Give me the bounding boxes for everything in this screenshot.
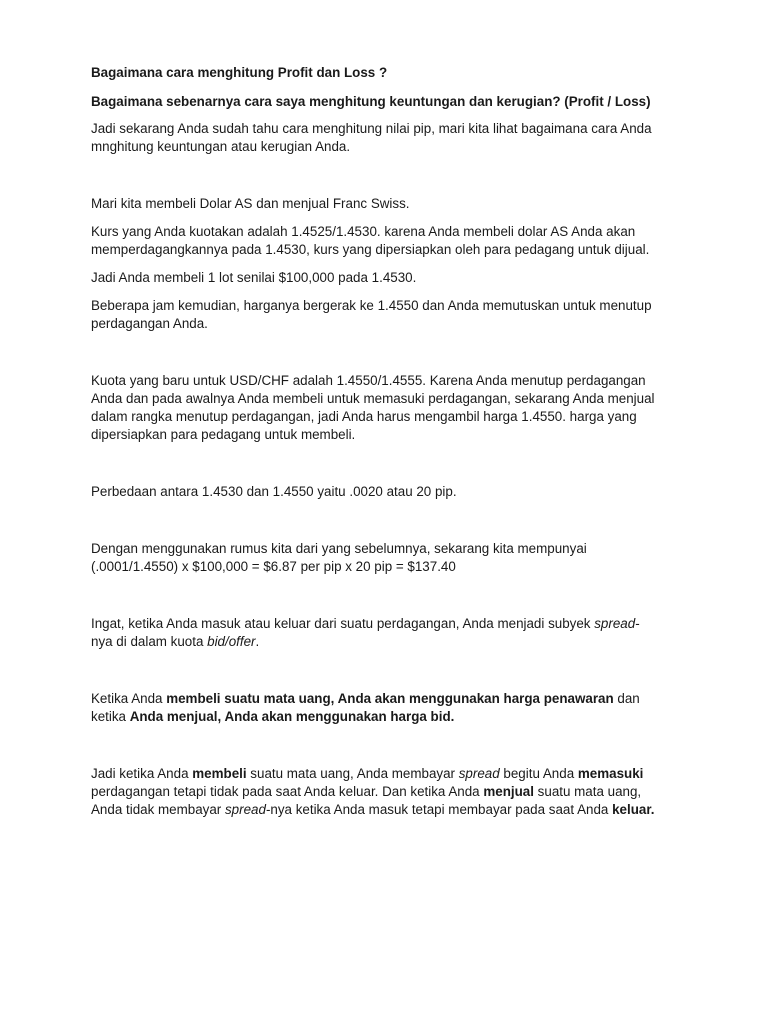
text-line: Perbedaan antara 1.4530 dan 1.4550 yaitu .0020 atau 20 pip. (91, 484, 457, 499)
text-line: Mari kita membeli Dolar AS dan menjual Franc Swiss. (91, 196, 410, 211)
document-body (91, 64, 691, 819)
text-line: Jadi Anda membeli 1 lot senilai $100,000 pada 1.4530. (91, 270, 417, 285)
text-run: Anda tidak membayar (91, 802, 225, 817)
text-line: Kurs yang Anda kuotakan adalah 1.4525/1.4530. karena Anda membeli dolar AS Anda akan (91, 224, 636, 239)
text-run: Ketika Anda (91, 691, 167, 706)
text-run: Ingat, ketika Anda masuk atau keluar dari suatu perdagangan, Anda menjadi subyek (91, 616, 595, 631)
text-line (91, 708, 691, 726)
text-line: Kuota yang baru untuk USD/CHF adalah 1.4550/1.4555. Karena Anda menutup perdagangan (91, 373, 646, 388)
paragraph-spread-note (91, 615, 691, 651)
text-line (91, 765, 691, 783)
italic-spread: spread (224, 802, 266, 817)
text-line: memperdagangkannya pada 1.4530, kurs yang dipersiapkan oleh para pedagang untuk dijual. (91, 242, 650, 257)
text-run: ketika (91, 709, 130, 724)
text-line: (.0001/1.4550) x $100,000 = $6.87 per pip x 20 pip = $137.40 (91, 559, 456, 574)
text-line: dipersiapkan para pedagang untuk membeli. (91, 427, 356, 442)
paragraph-bid-offer-rule (91, 690, 691, 726)
paragraph-intro (91, 120, 691, 156)
text-line: Anda dan pada awalnya Anda membeli untuk memasuki perdagangan, sekarang Anda menjual (91, 391, 655, 406)
text-line: perdagangan Anda. (91, 316, 208, 331)
paragraph-lot (91, 269, 691, 287)
text-run: nya di dalam kuota (91, 634, 208, 649)
italic-bid-offer: bid/offer (207, 634, 256, 649)
text-run: suatu mata uang, Anda membayar (246, 766, 459, 781)
bold-run: menjual (483, 784, 534, 799)
text-run: Jadi ketika Anda (91, 766, 193, 781)
italic-spread: spread (458, 766, 500, 781)
paragraph-new-quote (91, 372, 691, 444)
text-line: Dengan menggunakan rumus kita dari yang sebelumnya, sekarang kita mempunyai (91, 541, 587, 556)
text-line (91, 633, 691, 651)
text-line (91, 801, 691, 819)
text-run: suatu mata uang, (533, 784, 642, 799)
bold-run: membeli (192, 766, 247, 781)
text-line: Jadi sekarang Anda sudah tahu cara menghitung nilai pip, mari kita lihat bagaimana cara Anda (91, 121, 652, 136)
text-line: Beberapa jam kemudian, harganya bergerak ke 1.4550 dan Anda memutuskan untuk menutup (91, 298, 652, 313)
bold-run: keluar. (612, 802, 655, 817)
text-line: dalam rangka menutup perdagangan, jadi Anda harus mengambil harga 1.4550. harga yang (91, 409, 637, 424)
text-line (91, 783, 691, 801)
text-run: begitu Anda (499, 766, 578, 781)
text-run: -nya ketika Anda masuk tetapi membayar pada saat Anda (265, 802, 613, 817)
bold-run: membeli suatu mata uang, Anda akan menggunakan harga penawaran (166, 691, 614, 706)
document-subtitle: Bagaimana sebenarnya cara saya menghitung keuntungan dan kerugian? (Profit / Loss) (91, 94, 651, 109)
paragraph-price-move (91, 297, 691, 333)
paragraph-difference (91, 483, 691, 501)
text-line (91, 615, 691, 633)
text-run: dan (613, 691, 640, 706)
paragraph-spread-summary (91, 765, 691, 819)
text-run: . (255, 634, 260, 649)
bold-run: Anda menjual, Anda akan menggunakan harga bid. (129, 709, 455, 724)
paragraph-quote (91, 223, 691, 259)
text-run: perdagangan tetapi tidak pada saat Anda keluar. Dan ketika Anda (91, 784, 484, 799)
text-run: - (635, 616, 640, 631)
document-title: Bagaimana cara menghitung Profit dan Loss ? (91, 65, 388, 80)
bold-run: memasuki (577, 766, 644, 781)
paragraph-formula (91, 540, 691, 576)
text-line: mnghitung keuntungan atau kerugian Anda. (91, 139, 351, 154)
paragraph-buy-usd (91, 195, 691, 213)
text-line (91, 690, 691, 708)
italic-spread: spread (594, 616, 636, 631)
